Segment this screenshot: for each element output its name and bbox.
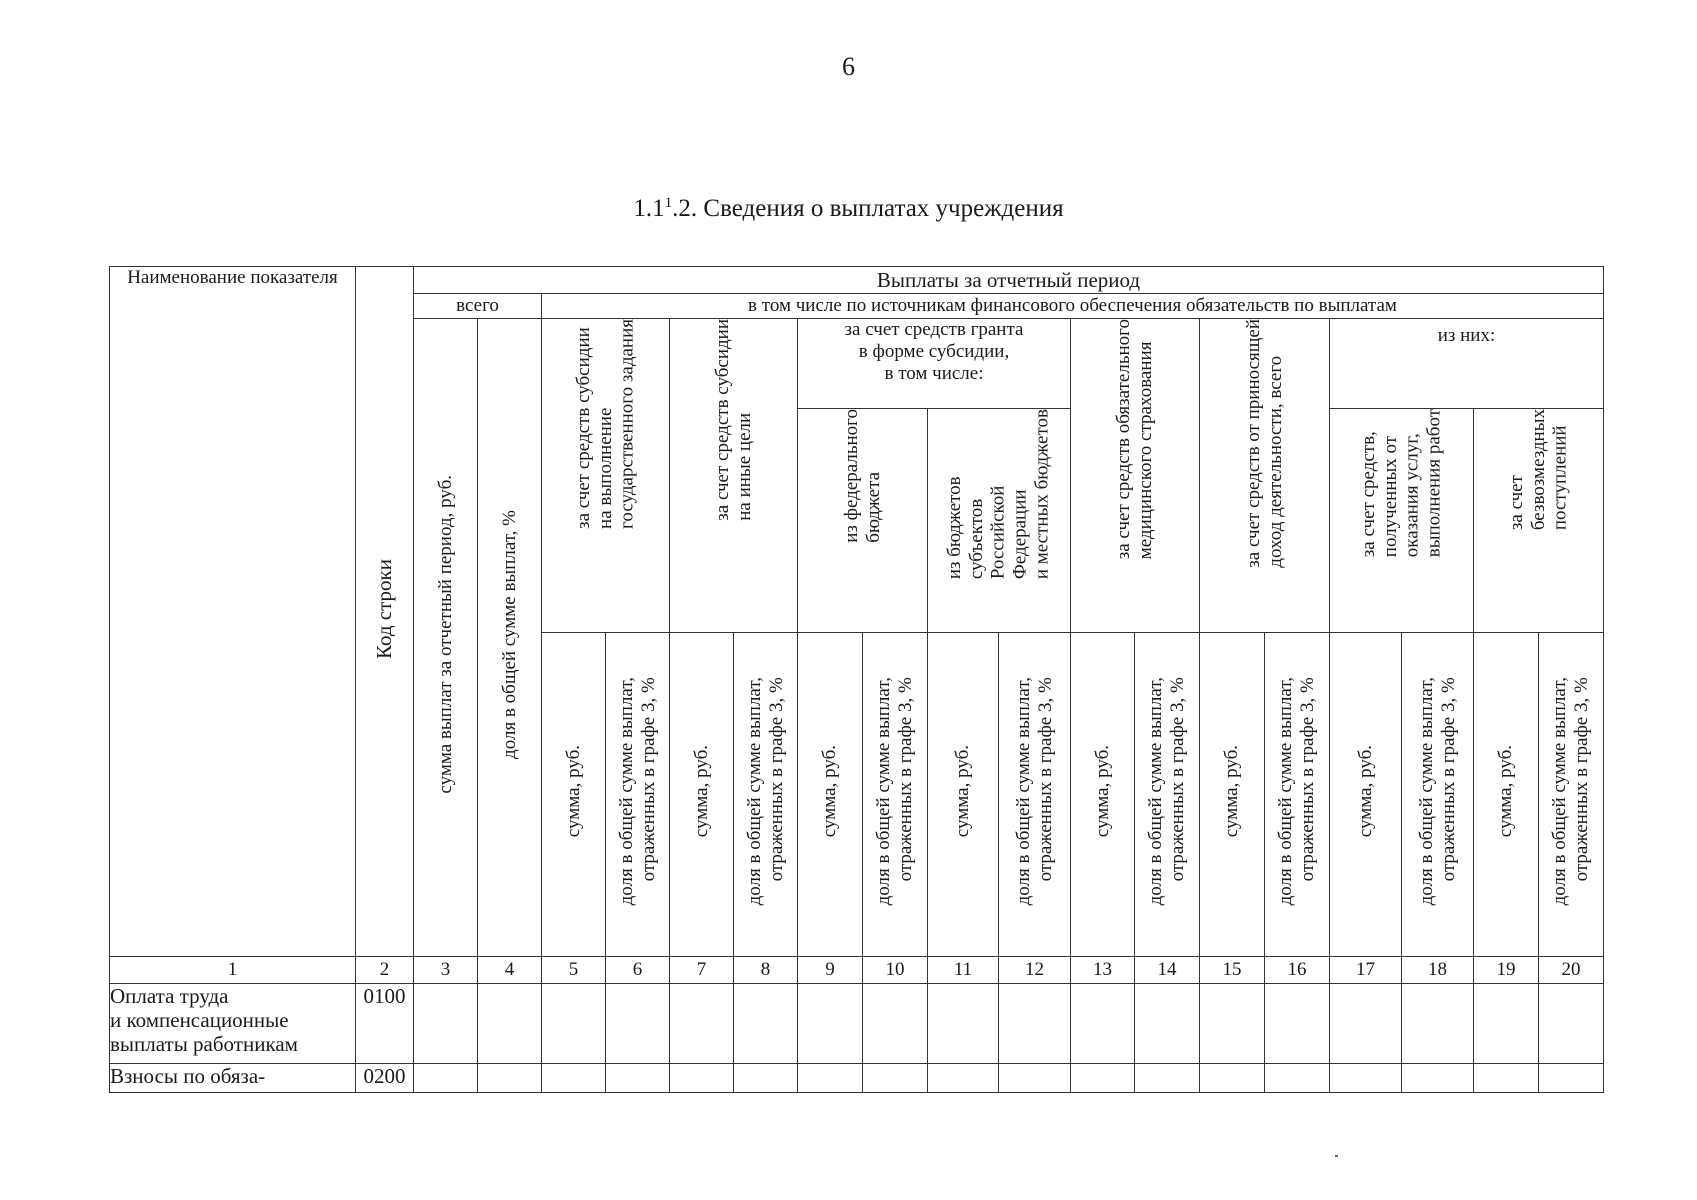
header-other-goals-subsidy: за счет средств субсидии на иные цели (670, 319, 798, 633)
data-cell[interactable] (928, 1064, 999, 1093)
section-title (0, 195, 1697, 223)
data-cell[interactable] (1200, 984, 1265, 1064)
row-name: Оплата труда и компенсационные выплаты работникам (110, 984, 356, 1064)
header-total: всего (414, 294, 542, 319)
data-cell[interactable] (414, 1064, 478, 1093)
col-num: 16 (1265, 957, 1330, 984)
header-share-col3: доля в общей сумме выплат, отраженных в графе 3, % (1402, 633, 1474, 957)
col-num: 17 (1330, 957, 1402, 984)
header-total-sum: сумма выплат за отчетный период, руб. (414, 319, 478, 957)
col-num: 15 (1200, 957, 1265, 984)
data-cell[interactable] (1265, 1064, 1330, 1093)
scan-speck (1335, 1155, 1338, 1157)
header-sum-rub: сумма, руб. (1200, 633, 1265, 957)
header-share-col3: доля в общей сумме выплат, отраженных в графе 3, % (606, 633, 670, 957)
data-cell[interactable] (798, 1064, 863, 1093)
header-share-col3: доля в общей сумме выплат, отраженных в графе 3, % (999, 633, 1071, 957)
data-cell[interactable] (414, 984, 478, 1064)
header-oms: за счет средств обязательного медицинского страхования (1071, 319, 1200, 633)
table-row (110, 1064, 1604, 1093)
row-name: Взносы по обяза- (110, 1064, 356, 1093)
col-num: 2 (356, 957, 414, 984)
header-indicator-name: Наименование показателя (110, 267, 356, 957)
data-cell[interactable] (928, 984, 999, 1064)
data-cell[interactable] (1474, 1064, 1539, 1093)
row-code: 0200 (356, 1064, 414, 1093)
data-cell[interactable] (1071, 1064, 1135, 1093)
col-num: 19 (1474, 957, 1539, 984)
header-gos-task-subsidy: за счет средств субсидии на выполнение государственного задания (542, 319, 670, 633)
data-cell[interactable] (1330, 1064, 1402, 1093)
data-cell[interactable] (542, 984, 606, 1064)
header-sum-rub: сумма, руб. (1071, 633, 1135, 957)
col-num: 18 (1402, 957, 1474, 984)
header-sum-rub: сумма, руб. (1474, 633, 1539, 957)
header-income-activity: за счет средств от приносящей доход деятельности, всего (1200, 319, 1330, 633)
header-federal-budget: из федерального бюджета (798, 409, 928, 633)
data-cell[interactable] (478, 1064, 542, 1093)
header-sum-rub: сумма, руб. (928, 633, 999, 957)
header-share-col3: доля в общей сумме выплат, отраженных в графе 3, % (863, 633, 928, 957)
data-cell[interactable] (1135, 984, 1200, 1064)
data-cell[interactable] (606, 984, 670, 1064)
table-row (110, 984, 1604, 1064)
data-cell[interactable] (606, 1064, 670, 1093)
data-cell[interactable] (1539, 1064, 1604, 1093)
data-cell[interactable] (1474, 984, 1539, 1064)
data-cell[interactable] (798, 984, 863, 1064)
data-cell[interactable] (1200, 1064, 1265, 1093)
header-sum-rub: сумма, руб. (1330, 633, 1402, 957)
col-num: 6 (606, 957, 670, 984)
header-funding-sources: в том числе по источникам финансового обеспечения обязательств по выплатам (542, 294, 1604, 319)
header-payments-period: Выплаты за отчетный период (414, 267, 1604, 294)
col-num: 9 (798, 957, 863, 984)
data-cell[interactable] (1539, 984, 1604, 1064)
data-cell[interactable] (863, 1064, 928, 1093)
header-total-share: доля в общей сумме выплат, % (478, 319, 542, 957)
column-number-row (110, 957, 1604, 984)
data-cell[interactable] (1402, 1064, 1474, 1093)
col-num: 11 (928, 957, 999, 984)
col-num: 1 (110, 957, 356, 984)
data-cell[interactable] (734, 1064, 798, 1093)
data-cell[interactable] (999, 984, 1071, 1064)
col-num: 3 (414, 957, 478, 984)
data-cell[interactable] (542, 1064, 606, 1093)
header-sum-rub: сумма, руб. (670, 633, 734, 957)
header-gratuitous-receipts: за счет безвозмездных поступлений (1474, 409, 1604, 633)
header-row-code: Код строки (356, 267, 414, 957)
title-suffix: .2. Сведения о выплатах учреждения (672, 195, 1064, 222)
data-cell[interactable] (670, 1064, 734, 1093)
title-prefix: 1.1 (633, 195, 665, 222)
header-sum-rub: сумма, руб. (798, 633, 863, 957)
header-regional-budgets: из бюджетов субъектов Российской Федерации и местных бюджетов (928, 409, 1071, 633)
payments-table (109, 266, 1604, 1093)
col-num: 5 (542, 957, 606, 984)
data-cell[interactable] (1330, 984, 1402, 1064)
header-share-col3: доля в общей сумме выплат, отраженных в графе 3, % (1265, 633, 1330, 957)
header-services-income: за счет средств, полученных от оказания услуг, выполнения работ (1330, 409, 1474, 633)
header-share-col3: доля в общей сумме выплат, отраженных в графе 3, % (734, 633, 798, 957)
col-num: 20 (1539, 957, 1604, 984)
col-num: 12 (999, 957, 1071, 984)
row-code: 0100 (356, 984, 414, 1064)
data-cell[interactable] (1402, 984, 1474, 1064)
header-share-col3: доля в общей сумме выплат, отраженных в графе 3, % (1539, 633, 1604, 957)
data-cell[interactable] (478, 984, 542, 1064)
header-grant-subsidy: за счет средств гранта в форме субсидии, в том числе: (798, 319, 1071, 409)
col-num: 8 (734, 957, 798, 984)
col-num: 13 (1071, 957, 1135, 984)
data-cell[interactable] (734, 984, 798, 1064)
data-cell[interactable] (863, 984, 928, 1064)
header-share-col3: доля в общей сумме выплат, отраженных в графе 3, % (1135, 633, 1200, 957)
data-cell[interactable] (1265, 984, 1330, 1064)
header-sum-rub: сумма, руб. (542, 633, 606, 957)
data-cell[interactable] (1071, 984, 1135, 1064)
page-number: 6 (842, 52, 855, 81)
header-of-them: из них: (1330, 319, 1604, 409)
col-num: 10 (863, 957, 928, 984)
col-num: 7 (670, 957, 734, 984)
col-num: 14 (1135, 957, 1200, 984)
col-num: 4 (478, 957, 542, 984)
data-cell[interactable] (1135, 1064, 1200, 1093)
data-cell[interactable] (670, 984, 734, 1064)
data-cell[interactable] (999, 1064, 1071, 1093)
title-superscript: 1 (664, 195, 673, 211)
